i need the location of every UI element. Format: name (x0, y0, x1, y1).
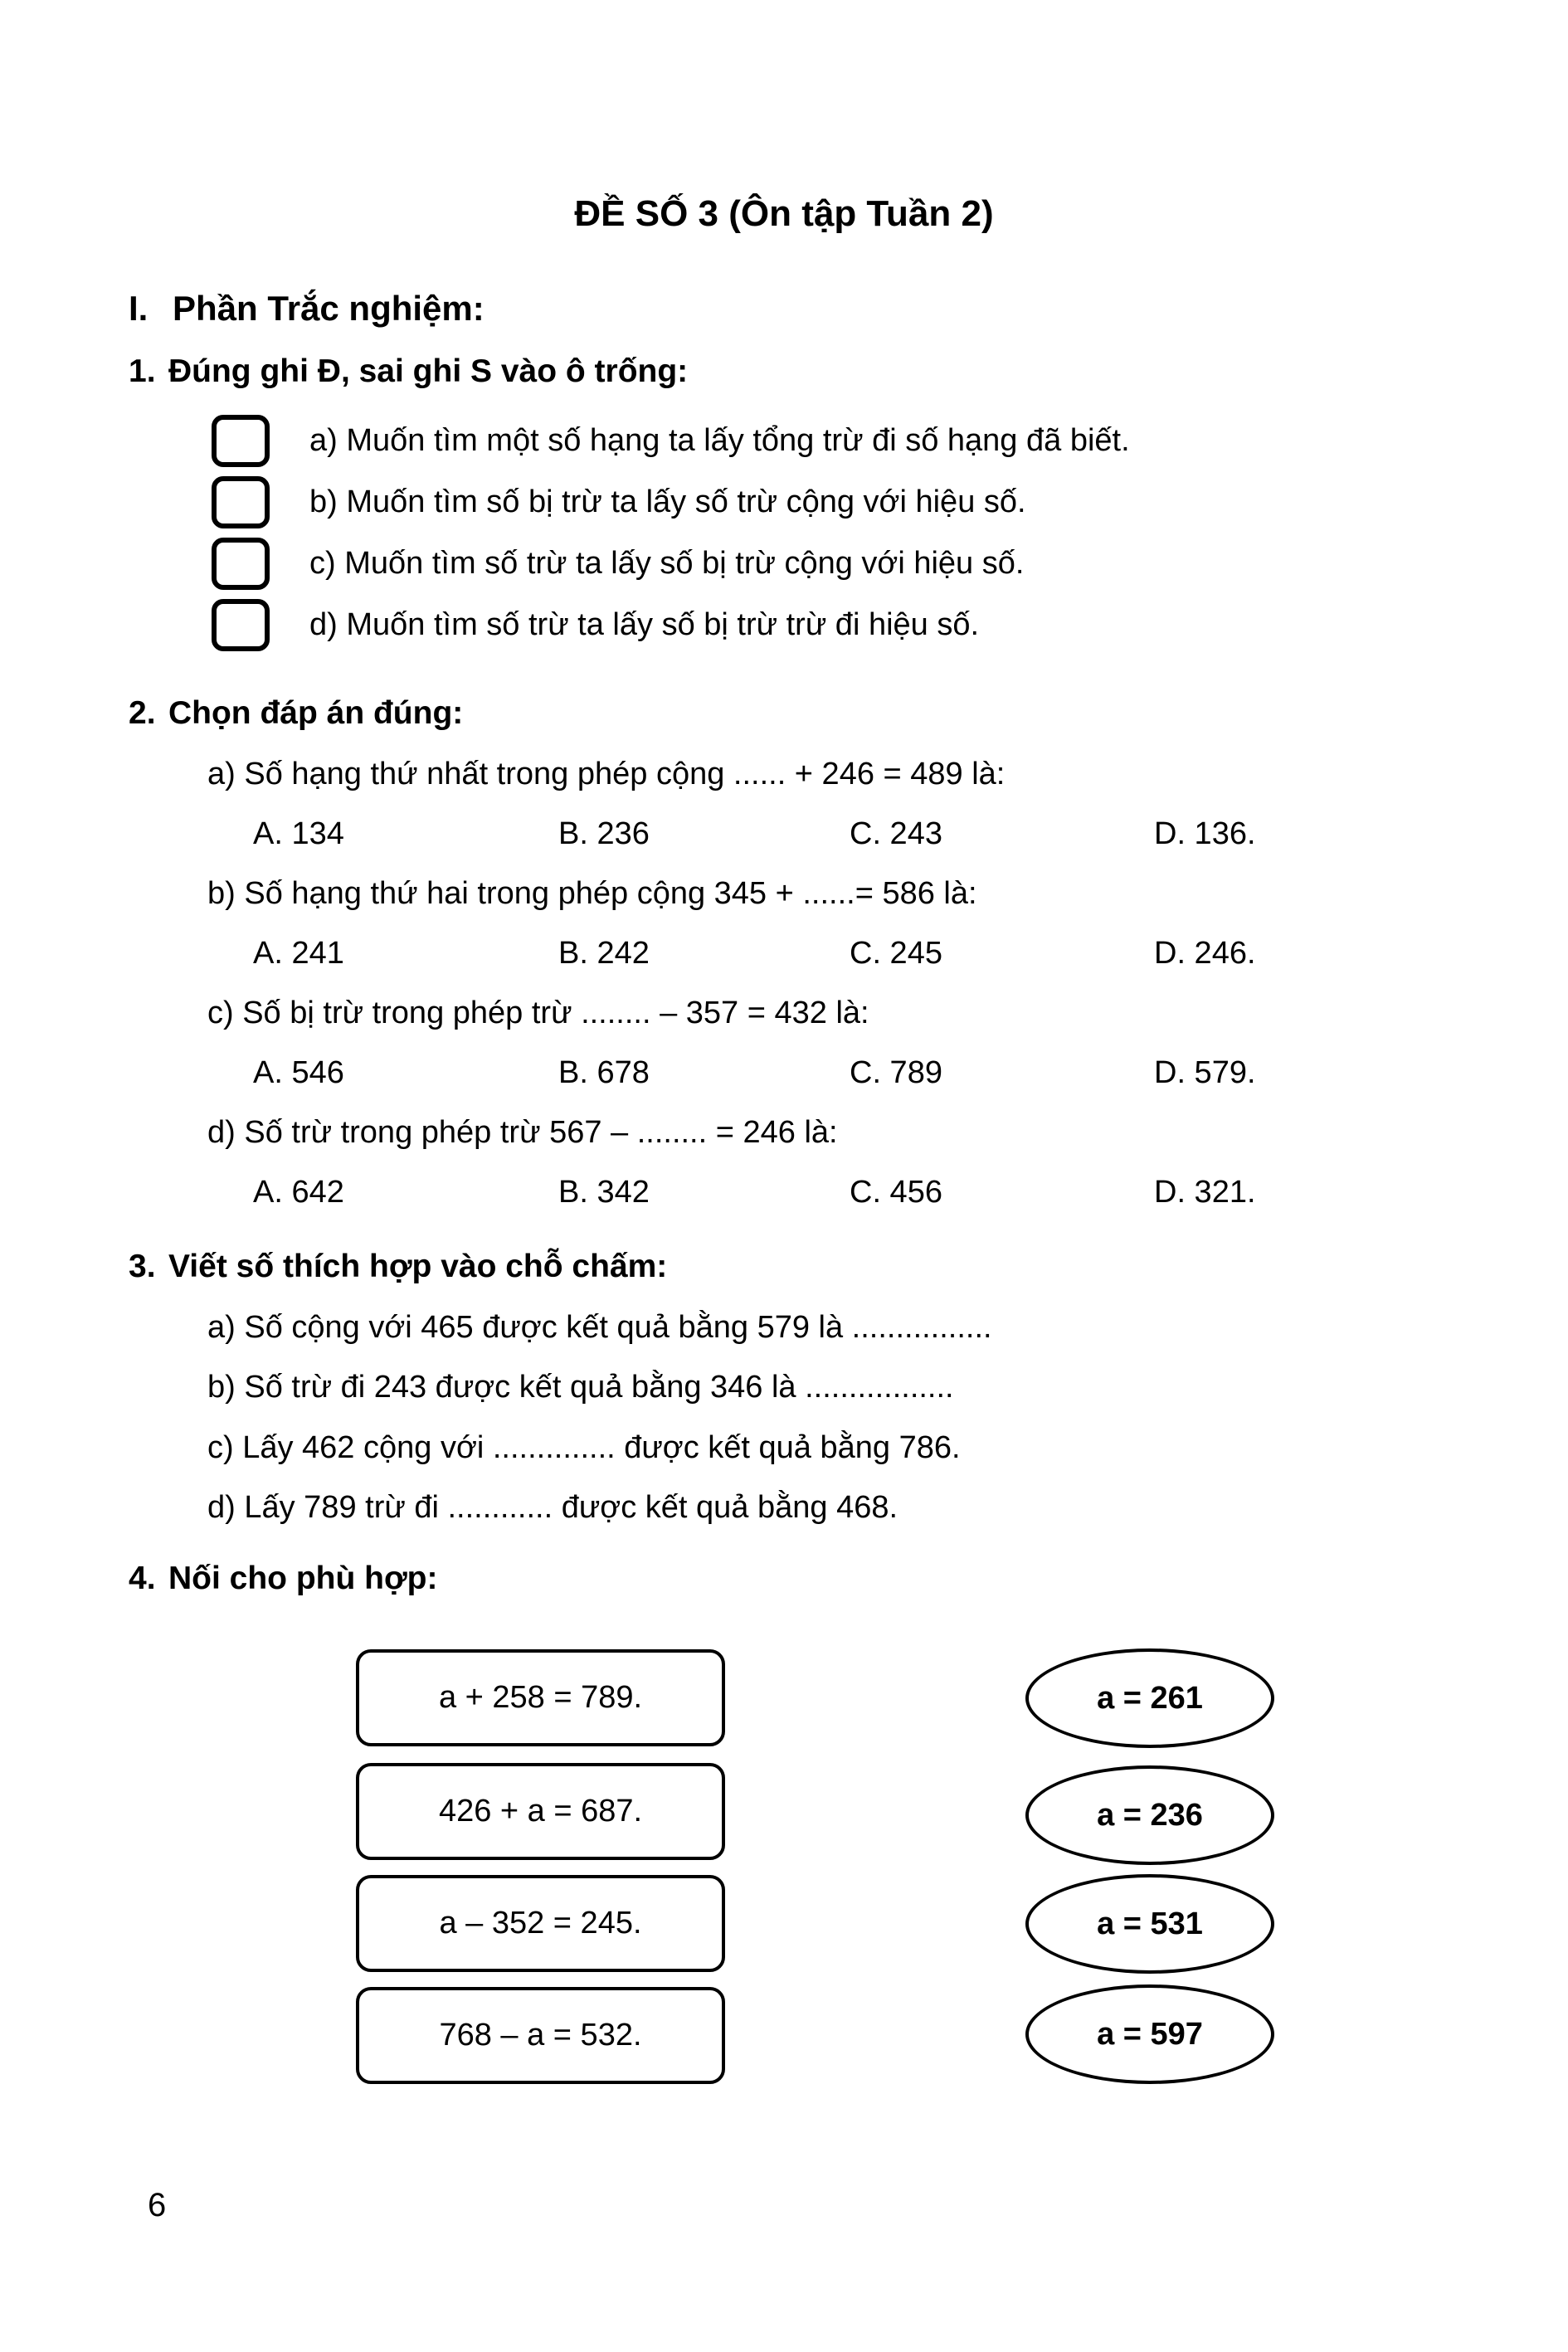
fill-blank-line (0, 1307, 1568, 1347)
question3-heading-text: Viết số thích hợp vào chỗ chấm: (168, 1249, 668, 1284)
mc-option-b[interactable]: B. 242 (558, 936, 650, 971)
fill-blank-line (0, 1428, 1568, 1468)
question4-number: 4. (129, 1561, 156, 1596)
match-equation-text: a – 352 = 245. (439, 1906, 642, 1941)
mc-option-b[interactable]: B. 236 (558, 816, 650, 851)
match-answer-ellipse-2[interactable] (1025, 1765, 1274, 1865)
mc-option-d[interactable]: D. 136. (1154, 816, 1256, 851)
question2-heading-text: Chọn đáp án đúng: (168, 695, 464, 731)
part-heading (0, 287, 1568, 330)
match-equation-box-1[interactable] (356, 1649, 725, 1746)
part-numeral: I. (129, 289, 149, 328)
match-equation-box-3[interactable] (356, 1875, 725, 1972)
match-answer-ellipse-3[interactable] (1025, 1874, 1274, 1974)
question2-number: 2. (129, 695, 156, 731)
tf-statement-text: a) Muốn tìm một số hạng ta lấy tổng trừ đi số hạng đã biết. (309, 423, 1130, 458)
mc-options-row (0, 1172, 1568, 1212)
question2-heading (0, 694, 1568, 733)
match-answer-text: a = 236 (1097, 1797, 1203, 1833)
fill-blank-text: b) Số trừ đi 243 được kết quả bằng 346 là ................. (207, 1370, 954, 1405)
tf-statement (0, 543, 1568, 583)
match-equation-text: 768 – a = 532. (439, 2018, 642, 2053)
mc-option-a[interactable]: A. 546 (253, 1055, 344, 1090)
fill-blank-text: d) Lấy 789 trừ đi ............ được kết quả bằng 468. (207, 1490, 898, 1525)
mc-stem-text: c) Số bị trừ trong phép trừ ........ – 357 = 432 là: (207, 996, 869, 1030)
match-answer-text: a = 597 (1097, 2016, 1203, 2052)
tf-statement (0, 605, 1568, 645)
question1-number: 1. (129, 353, 156, 389)
mc-option-d[interactable]: D. 579. (1154, 1055, 1256, 1090)
mc-options-row (0, 933, 1568, 973)
mc-stem-text: d) Số trừ trong phép trừ 567 – ........ = 246 là: (207, 1115, 838, 1150)
mc-option-c[interactable]: C. 456 (850, 1175, 942, 1210)
question3-heading (0, 1247, 1568, 1287)
fill-blank-line (0, 1367, 1568, 1407)
question4-heading (0, 1559, 1568, 1599)
mc-stem-text: a) Số hạng thứ nhất trong phép cộng ...... + 246 = 489 là: (207, 757, 1006, 791)
question4-heading-text: Nối cho phù hợp: (168, 1561, 438, 1596)
match-answer-ellipse-1[interactable] (1025, 1648, 1274, 1748)
fill-blank-line (0, 1488, 1568, 1527)
fill-blank-text: c) Lấy 462 cộng với .............. được kết quả bằng 786. (207, 1430, 961, 1465)
question1-heading-text: Đúng ghi Đ, sai ghi S vào ô trống: (168, 353, 689, 389)
question3-number: 3. (129, 1249, 156, 1284)
mc-option-c[interactable]: C. 243 (850, 816, 942, 851)
mc-option-c[interactable]: C. 245 (850, 936, 942, 971)
page-number: 6 (148, 2187, 167, 2223)
tf-statement (0, 421, 1568, 460)
mc-option-a[interactable]: A. 642 (253, 1175, 344, 1210)
mc-question-stem (0, 754, 1568, 794)
mc-option-b[interactable]: B. 342 (558, 1175, 650, 1210)
mc-option-a[interactable]: A. 134 (253, 816, 344, 851)
match-answer-text: a = 531 (1097, 1906, 1203, 1941)
question1-heading (0, 352, 1568, 392)
mc-stem-text: b) Số hạng thứ hai trong phép cộng 345 + ......= 586 là: (207, 876, 977, 911)
match-answer-text: a = 261 (1097, 1680, 1203, 1716)
match-answer-ellipse-4[interactable] (1025, 1984, 1274, 2084)
page-title: ĐỀ SỐ 3 (Ôn tập Tuần 2) (574, 193, 994, 234)
tf-statement (0, 482, 1568, 522)
mc-option-b[interactable]: B. 678 (558, 1055, 650, 1090)
match-equation-box-2[interactable] (356, 1763, 725, 1860)
mc-question-stem (0, 993, 1568, 1033)
mc-option-d[interactable]: D. 321. (1154, 1175, 1256, 1210)
match-equation-box-4[interactable] (356, 1987, 725, 2084)
tf-statement-text: c) Muốn tìm số trừ ta lấy số bị trừ cộng với hiệu số. (309, 546, 1025, 581)
mc-option-d[interactable]: D. 246. (1154, 936, 1256, 971)
mc-question-stem (0, 874, 1568, 913)
tf-statement-text: b) Muốn tìm số bị trừ ta lấy số trừ cộng với hiệu số. (309, 485, 1026, 519)
mc-options-row (0, 1053, 1568, 1093)
mc-question-stem (0, 1113, 1568, 1152)
mc-option-a[interactable]: A. 241 (253, 936, 344, 971)
match-equation-text: 426 + a = 687. (438, 1794, 643, 1829)
mc-options-row (0, 814, 1568, 854)
part-heading-text: Phần Trắc nghiệm: (173, 289, 485, 328)
tf-statement-text: d) Muốn tìm số trừ ta lấy số bị trừ trừ đi hiệu số. (309, 607, 980, 642)
fill-blank-text: a) Số cộng với 465 được kết quả bằng 579 là ................ (207, 1310, 992, 1345)
mc-option-c[interactable]: C. 789 (850, 1055, 942, 1090)
match-equation-text: a + 258 = 789. (438, 1680, 643, 1715)
